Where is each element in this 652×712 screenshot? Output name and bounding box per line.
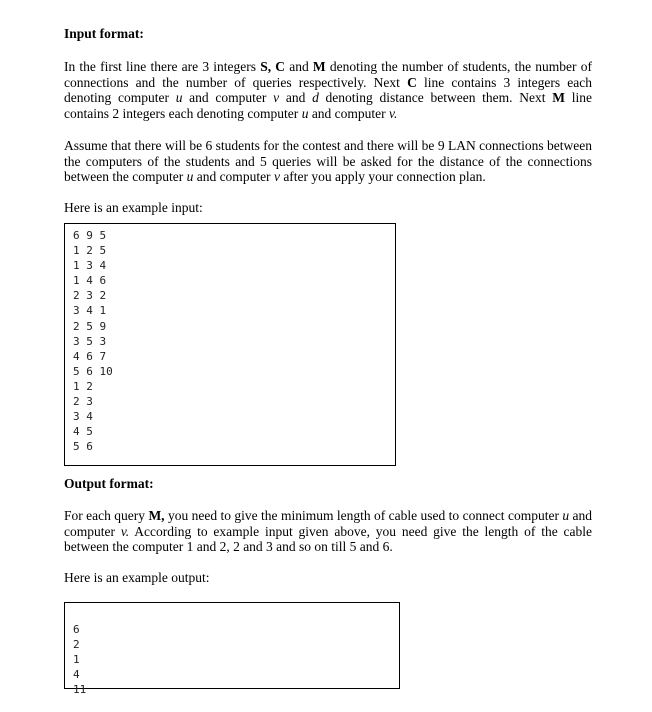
input-format-paragraph: In the first line there are 3 integers S, C and M denoting the number of students, the number of connections and the number of queries respectively. Next C line contains 3 integers each denoting computer u and computer v and d denoting distance between them. Next M line contains 2 integers each denoting computer u and computer v. <box>64 59 592 121</box>
code-line: 1 <box>73 653 80 667</box>
code-line: 4 <box>73 668 80 682</box>
code-line <box>73 607 399 622</box>
assumption-paragraph: Assume that there will be 6 students for the contest and there will be 9 LAN connections between the computers of the students and 5 queries will be asked for the distance of the connections between the computer u and computer v after you apply your connection plan. <box>64 138 592 185</box>
code-line: 2 3 <box>73 395 93 409</box>
example-output-label: Here is an example output: <box>64 570 210 585</box>
example-output-box <box>64 602 400 697</box>
code-line: 1 3 4 <box>73 259 107 273</box>
code-line: 1 4 6 <box>73 274 107 288</box>
example-input-label: Here is an example input: <box>64 200 203 215</box>
code-line: 11 <box>73 683 87 697</box>
example-input-box <box>64 223 396 466</box>
code-line: 4 5 <box>73 425 93 439</box>
code-line: 5 6 10 <box>73 364 113 378</box>
code-line: 3 5 3 <box>73 334 107 348</box>
code-line: 2 3 2 <box>73 289 107 303</box>
code-line: 1 2 <box>73 379 93 393</box>
code-line: 2 <box>73 638 80 652</box>
code-line: 4 6 7 <box>73 349 107 363</box>
input-format-heading: Input format: <box>64 26 144 41</box>
code-line: 6 <box>73 623 80 637</box>
code-line: 2 5 9 <box>73 319 107 333</box>
code-line: 3 4 <box>73 410 93 424</box>
code-line: 6 9 5 <box>73 229 107 242</box>
output-format-heading: Output format: <box>64 476 154 491</box>
code-line: 5 6 <box>73 440 93 454</box>
output-format-paragraph: For each query M, you need to give the minimum length of cable used to connect computer u and computer v. According to example input given above, you need give the length of the cable between the computer 1 and 2, 2 and 3 and so on till 5 and 6. <box>64 508 593 555</box>
code-line: 1 2 5 <box>73 244 107 258</box>
code-line: 3 4 1 <box>73 304 107 318</box>
